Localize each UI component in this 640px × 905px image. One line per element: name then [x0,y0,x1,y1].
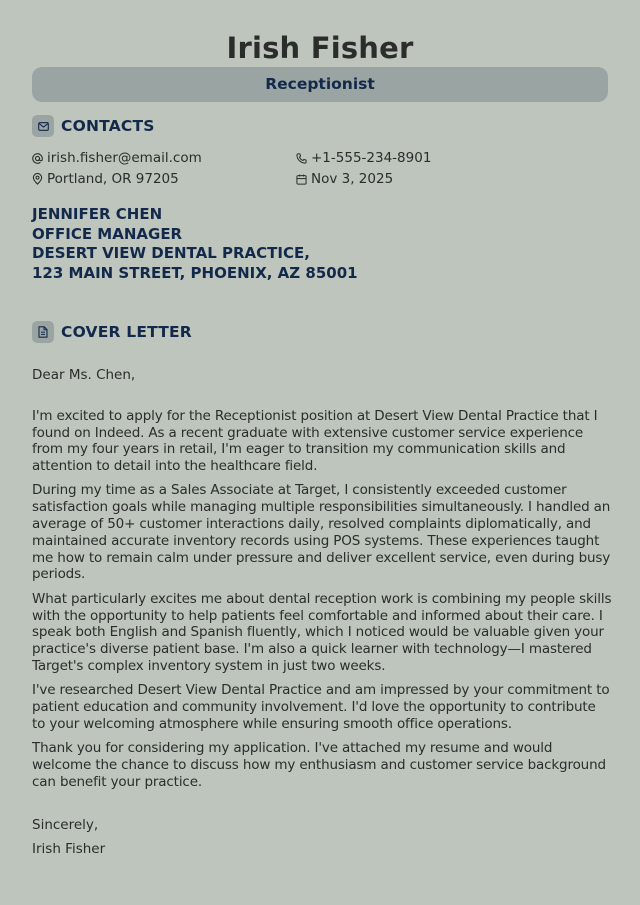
cover-letter-section-header [32,321,192,343]
letter-paragraph: I've researched Desert View Dental Practice and am impressed by your commitment to patient education and community involvement. I'd love the opportunity to contribute to your welcoming atmosphere while ensuring smooth office operations. [32,682,610,732]
calendar-icon [296,174,307,185]
envelope-icon [32,115,54,137]
recipient-company: DESERT VIEW DENTAL PRACTICE, [32,244,310,262]
salutation: Dear Ms. Chen, [32,367,136,383]
letter-paragraph: During my time as a Sales Associate at Target, I consistently exceeded customer satisfaction goals while managing multiple responsibilities simultaneously. I handled an average of 50+ customer interactions daily, resolved complaints diplomatically, and maintained accurate inventory records using POS systems. These experiences taught me how to remain calm under pressure and deliver excellent service, even during busy periods. [32,482,611,583]
contact-email [32,149,202,167]
signature: Irish Fisher [32,841,106,858]
recipient-address-block [32,205,358,283]
recipient-name: JENNIFER CHEN [32,205,163,223]
contacts-title: CONTACTS [61,117,155,135]
date-text: Nov 3, 2025 [311,171,394,187]
letter-paragraph: I'm excited to apply for the Receptionist position at Desert View Dental Practice that I found on Indeed. As a recent graduate with extensive customer service experience from my four years in retail, I'm eager to transition my communication skills and attention to detail into the healthcare field. [32,407,598,475]
contact-date [296,170,393,188]
letter-paragraph: What particularly excites me about dental reception work is combining my people skills with the opportunity to help patients feel comfortable and informed about their care. I speak both English and Spanish fluently, which I noticed would be valuable given your practice's diverse patient base. I'm also a quick learner with technology—I mastered Target's complex inventory system in just two weeks. [32,590,612,674]
document-icon [32,321,54,343]
closing: Sincerely, [32,816,99,833]
phone-text[interactable]: +1-555-234-8901 [311,150,432,166]
role-title: Receptionist [265,75,375,93]
letter-paragraph: Thank you for considering my application. I've attached my resume and would welcome the chance to discuss how my enthusiasm and customer service background can benefit your practice. [32,740,606,790]
contact-phone [296,149,431,167]
letter-body [32,367,612,858]
location-text: Portland, OR 97205 [47,171,179,187]
recipient-title: OFFICE MANAGER [32,224,183,243]
map-pin-icon [32,173,43,185]
at-icon [32,153,43,164]
email-text[interactable]: irish.fisher@email.com [47,150,202,166]
cover-letter-title: COVER LETTER [61,323,192,341]
recipient-street: 123 MAIN STREET, PHOENIX, AZ 85001 [32,263,358,282]
applicant-name: Irish Fisher [226,31,414,65]
contacts-section-header [32,115,155,137]
phone-icon [296,153,307,164]
contact-location [32,170,179,188]
role-banner [32,67,608,102]
